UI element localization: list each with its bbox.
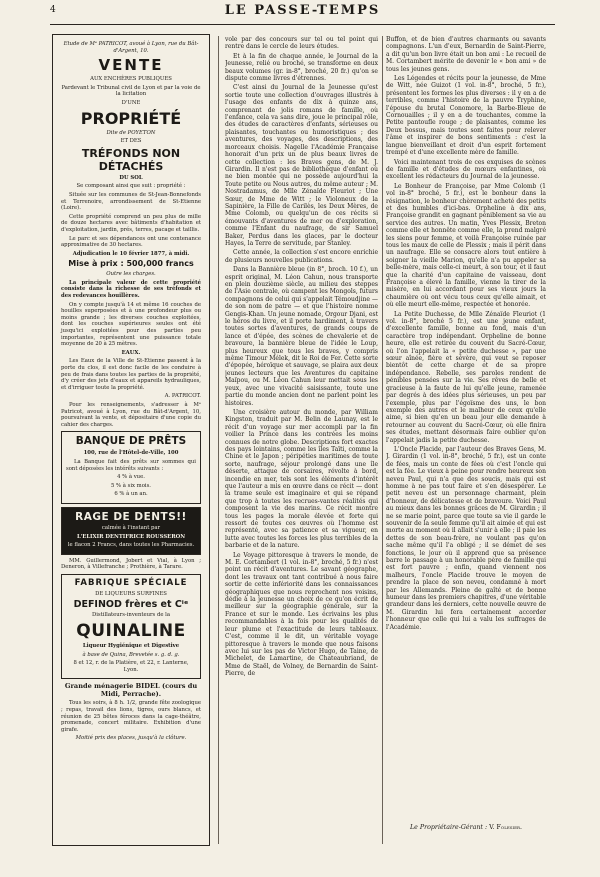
signature-name: V. Folesier. (489, 824, 523, 831)
situee-text: Située sur les communes de St-Jean-Bonnefonds et Terrenoire, arrondissement de St-Etienne (Loire). (61, 191, 201, 212)
dite-line: Dite de POYETON (106, 129, 156, 136)
eaux-text: Les Eaux de la Ville de St-Etienne passent à la porte du clos, il est donc facile de les conduire à peu de frais dans toutes les parties de la propriété, d'y créer des jets d'eaux et appareils hydrauliques, et d'irriguer toute la propriété. (61, 358, 201, 391)
rate-line: 5 % à six mois. (110, 482, 151, 489)
article-paragraph: Voici maintenant trois de ces exquises de scènes de famille et d'études de mœurs enfantines, où excellent les rédacteurs du Journal de la jeunesse. (386, 158, 546, 181)
adjudication-line: Adjudication le 10 février 1877, à midi. (72, 250, 190, 257)
rage-heading: RAGE DE DENTS!! (75, 510, 187, 523)
propriete-heading: PROPRIÉTÉ (80, 108, 182, 128)
article-paragraph: vole par des concours sur tel ou tel point qui rentre dans le cercle de leurs études. (225, 36, 378, 51)
fabrique-heading: FABRIQUE SPÉCIALE (74, 577, 188, 588)
article-paragraph: Et à la fin de chaque année, le Journal de la Jeunesse, relié ou broché, se transforme en deux beaux volumes (gr. in-8°, broché, 20 fr.) qu'on se dispute comme livres d'étrennes. (225, 52, 378, 83)
rage-depot: MM. Guillermond, Jobert et Vial, à Lyon ; Deneron, à Villefranche ; Prothière, à Tarare. (61, 557, 201, 571)
parc-text: Le parc et ses dépendances ont une contenance approximative de 30 hectares. (61, 235, 201, 249)
banque-heading: BANQUE DE PRÊTS (75, 435, 187, 448)
tribunal-line: Pardevant le Tribunal civil de Lyon et par la voie de la licitation (61, 84, 201, 98)
quinaline-heading: QUINALINE (76, 621, 186, 642)
et-des-line: ET DES (120, 138, 142, 145)
article-column-3 (386, 36, 546, 816)
rage-elixir: L'ELIXIR DENTIFRICE ROUSSERON (76, 533, 186, 540)
article-column-2 (225, 36, 378, 846)
rage-calmee: calmée à l'instant par (101, 524, 161, 531)
patricot-signature: A. PATRICOT. (164, 393, 201, 400)
article-paragraph: Une croisière autour du monde, par William Kingston, traduit par M. Belin de Launay, est le récit d'un voyage sur mer accompli par la fin voilier la Prince dans les contrées les moins connues de notre globe. Descriptions fort exactes des pays lointains, comme les îles Taïti, comme la Chine et le Japon ; péripéties maritimes de toute sorte, naufrage, séjour prolongé dans une île déserte, attaque de corsaires, révolte à bord, incendie en mer, tels sont les éléments d'intérêt que l'auteur a mis en œuvre dans ce récit — dont la trame seule est imaginaire et qui se répand que trop à toutes les recrues-vantes réalités qui composent la vie des marins. Ce récit montre tous les pages la morale élevée et forte qui ressort de toutes ces œuvres où l'homme est représenté, avec sa patience et sa vigueur, en lutte avec toutes les forces les plus terribles de la barbarie et de la nature. (225, 408, 378, 550)
mise-a-prix: Mise à prix : 500,000 francs (68, 259, 194, 269)
menagerie-heading: Grande ménagerie BIDEL (cours du Midi, Perrache). (64, 682, 198, 699)
outre-line: Outre les charges. (106, 271, 156, 278)
rage-text: le flacon 2 Francs, dans toutes les Pharmacies. (67, 542, 195, 549)
article-paragraph: C'est ainsi du Journal de la Jeunesse qu'est sortie toute une collection d'ouvrages illustrés à l'usage des enfants de dix à quinze ans, comprenant de jolis romans de famille, où l'enfance, cela va sans dire, joue le principal rôle, des études de caractères d'enfants, sérieuses ou plaisantes, touchantes ou humoristiques ; des aventures, des voyages, des descriptions, des morceaux choisis. Nagelle l'Académie Française honorait d'un prix un de plus beaux livres de cette collection : les Braves gens, de M. J. Girardin. Il n'est pas de bibliothèque d'enfant où ne bien montée qui ne possède aujourd'hui la Toute petite ou Nous autres, du même auteur ; M. Nostradamus, de Mlle Zénaïde Fleuriot ; Une Sœur, de Mme de Witt ; le Violoneux de la Sapinière, la Fille de Carilès, les Deux Mères, de Mme Colomb, ou quelqu'un de ces récits si émouvants d'aventures de mer ou d'exploration, comme l'Enfant du naufrage, de sir Samuel Baker, Perdus dans les glaces, par le docteur Hayes, la Terre de servitude, par Stanley. (225, 84, 378, 247)
study-header: Etude de Mᵉ PATRICOT, avoué à Lyon, rue du Bât-d'Argent, 10. (63, 41, 199, 54)
rate-line: 4 % à vue. (117, 474, 145, 481)
article-paragraph: Buffon, et de bien d'autres charmants ou savants compagnons. L'un d'eux, Bernardin de Saint-Pierre, a dit qu'un bon livre était un bon ami : Le recueil de M. Cortambert mérite de devenir le « bon ami » de tous les jeunes gens. (386, 36, 546, 73)
page-number: 4 (50, 5, 56, 15)
advertisement-column (52, 34, 210, 846)
du-sol-line: DU SOL (119, 174, 143, 181)
gerant-signature (386, 824, 546, 831)
article-paragraph: Le Bonheur de Françoise, par Mme Colomb (1 vol in-8° broché, 5 fr.), est le bonheur dans la résignation, le bonheur chèrement acheté des petits et des humbles d'ici-bas. Orpheline à dix ans, Françoise grandit en gagnant péniblement sa vie au service des autres. Un matin, Yves Plessix, Breton comme elle et honnête comme elle, la prend malgré les siens pour femme, et voilà Françoise ruinée par tous les maux de celle de Plessix ; mais il périt dans un naufrage. Elle se consacre alors tout entière à soigner la vieille Marion, qu'elle n'a pu appeler sa belle-mère, mais celle-ci meurt, à son tour, et il faut que la charité d'un capitaine de vaisseau, dont Françoise a élevé la famille, vienne la tirer de la misère, en lui accordant pour ses vieux jours la chaumière où ont vécu tous ceux qu'elle aimait, et où elle meurt elle-même, respectée et honorée. (386, 182, 546, 309)
moitie-line: Moitié prix des places, jusqu'à la clôture. (75, 735, 187, 742)
menagerie-text: Tous les soirs, à 8 h. 1/2, grande fête zoologique ; repas, travail des lions, tigres, ours blancs, et réunion de 25 bêtes féroces dans la cage-théâtre, promenade, concert militaire. Exhibition d'une girafe. (61, 700, 201, 733)
definod-address: 8 et 12, r. de la Platière, et 22, r. Lanterne, Lyon. (73, 660, 189, 673)
renseignements-text: Pour les renseignements, s'adresser à Mᵉ Patricot, avoué à Lyon, rue du Bât-d'Argent, 10, poursuivant la vente, et dépositaire d'une copie du cahier des charges. (61, 401, 201, 428)
principale-text: La principale valeur de cette propriété consiste dans la richesse de ses tréfonds et des redevances houillères. (61, 279, 201, 300)
brevetee-line: à base de Quina, Brevetée s. g. d. g. (82, 651, 180, 658)
masthead (50, 0, 555, 25)
banque-text: La Banque fait des prêts sur sommes qui sont déposées les intérêts suivants : (66, 458, 196, 472)
d-une-line: D'UNE (121, 99, 141, 106)
rage-ad (61, 507, 201, 555)
property-description: Cette propriété comprend un peu plus de mille de douze hectares avec bâtiments d'habitation et d'exploitation, jardin, prés, terres, pacage et taillis. (61, 213, 201, 233)
distillateurs-line: Distillateurs-inventeurs de la (91, 612, 171, 619)
liqueurs-line: DE LIQUEURS SURFINES (95, 590, 167, 597)
composant-line: Se composant ainsi que suit : propriété : (76, 183, 186, 190)
definod-heading: DEFINOD frères et Cⁱᵉ (73, 599, 189, 611)
fabrique-ad (61, 574, 201, 680)
banque-ad (61, 431, 201, 504)
liqueur-hygienique: Liqueur Hygiénique et Digestive (82, 643, 180, 650)
article-paragraph: Cette année, la collection s'est encore enrichie de plusieurs nouvelles publications. (225, 249, 378, 264)
newspaper-title: LE PASSE-TEMPS (224, 3, 381, 18)
column-rule (218, 36, 219, 844)
eaux-heading: EAUX. (121, 349, 141, 356)
article-paragraph: Le Voyage pittoresque à travers le monde, de M. E. Cortambert (1 vol. in-8°, broché, 5 fr.) n'est point un récit d'aventures. Le savant géographe, dont les travaux ont tant contribué à nous faire sortir de cette infériorité dans les connaissances géographiques que nous reprochent nos voisins, dédie à la jeunesse un choix de ce qu'on écrit de meilleur sur la géographie générale, sur la France et sur le monde. Les écrivains les plus recommandables à la fois pour les qualités de leur plume et l'exactitude de leurs tableaux. C'est, comme il le dit, un véritable voyage pittoresque à travers le monde que nous faisons avec lui sur les pas de Victor Hugo, de Taine, de Michelet, de Lamartine, de Chateaubriand, de Mme de Staël, de Volney, de Bernardin de Saint-Pierre, de (225, 551, 378, 678)
article-paragraph: Dans la Bannière bleue (in 8°, broch. 10 f.), un esprit original, M. Léon Cahun, nous transporte en plein douzième siècle, au milieu des steppes de l'Asie centrale, où campent les Mongols, futurs compagnons de celui qui s'appelait Témoudjine — de son nom de patre — et que l'histoire nomme Gengis-Khan. Un jeune nomade, Orgour Djani, est le héros du livre, et il porte hardiment, à travers toutes sortes d'aventures, de grands coups de lance et d'épée, des scènes de chevalerie et de bravoure, la bannière bleue de l'idée le Loup, plus heureux que tous les braves, y compris même Timour Mélek, dit le Roi de Fer. Cette sorte d'épopée, héroïque et sauvage, se plaira aux deux jeunes lecteurs que les Aventures du capitaine Maïpou, ou M. Léon Cahun leur mettait sous les yeux, avec une vivacité saisissante, toute une partie du monde ancien dont ne parlent point les histoires. (225, 266, 378, 407)
article-paragraph: La Petite Duchesse, de Mlle Zénaïde Fleuriot (1 vol. in-8°, broché 5 fr.), est une jeune enfant, d'excellente famille, bonne au fond, mais d'un caractère trop indépendant. Orpheline de bonne heure, elle est retirée du couvent du Sacré-Cœur, où l'on l'appelait la « petite duchesse », par une sœur aînée, fière et sévère, qui veut se reposer bientôt de cette charge et de sa propre indépendance. Rebelle, ses paroles rendent de pénibles pensées sur la vie. Ses rêves de belle et gracieuse à la faute de lui qu'elle jeune, ramenée par degrés à des idées plus sérieuses, un peu par l'exemple, plus par l'égoïsme des uns, le bon exemple des autres et le malheur de ceux qu'elle aime, si bien qu'en un beau jour elle demande à retourner au couvent du Sacré-Cœur, où elle finira ses études, mettant désormais faire oublier qu'on l'appelait jadis la petite duchesse. (386, 310, 546, 444)
article-paragraph: Les Légendes et récits pour la jeunesse, de Mme de Witt, née Guizot (1 vol. in-8°, broché, 5 fr.), présentent les formes les plus diverses : il y en a de terribles, comme l'histoire de la pauvre Tryphine, l'épouse du brutal Conomore, la Barbe-Bleue de Cornouailles ; il y en a de touchantes, comme la Petite pantoufle rouge ; de plaisantes, comme les Deux bossus, mais toutes sont faites pour relever l'âme et inspirer de bons sentiments : c'est la langue bienveillant et droit d'un esprit fortement trempé et d'une excellente mère de famille. (386, 75, 546, 157)
rate-line: 6 % à un an. (114, 491, 148, 498)
signature-label: Le Propriétaire-Gérant : (409, 824, 488, 831)
encheres-line: AUX ENCHÈRES PUBLIQUES (90, 76, 172, 83)
banque-address: 100, rue de l'Hôtel-de-Ville, 100 (83, 450, 179, 457)
column-rule (382, 36, 383, 844)
vente-heading: VENTE (98, 56, 164, 75)
trefonds-heading: TRÉFONDS NON DÉTACHÉS (81, 146, 181, 173)
couches-text: On y compte jusqu'à 14 et même 16 couches de houilles superposées et à une profondeur plus ou moins grande ; les diverses couches exploitées, dont les couches supérieures seules ont été jusqu'ici exploitées pour des parties peu importantes, représentent une puissance totale moyenne de 20 à 25 mètres. (61, 301, 201, 348)
article-paragraph: L'Oncle Placide, par l'auteur des Braves Gens, M. J. Girardin (1 vol. in-8°, broché, 5 fr.), est un conte de fées, mais un conte de fées où c'est l'oncle qui est la fée. Le vieux à peine pour rendre heureux son neveu Paul, qui n'a que des soucis, mais qui est homme à ne pas tout faire et s'en désespérer. Le petit neveu est un personnage charmant, plein d'honneur, de délicatesse et de bravoure. Voici Paul au mieux dans les bonnes grâces de M. Girardin ; il ne se marie point, parce que toute sa vie il garde le souvenir de la seule femme qu'il ait aimée et qui est morte au moment où il allait s'unir à elle ; il paie les dettes de son beau-frère, ne voulant pas qu'on sache même qu'il l'a obligé ; il se démet de ses fonctions, le jour où il apprend que sa présence barre le passage à un honorable père de famille qui est fort pauvre ; enfin, quand viennent nos malheurs, l'oncle Placide trouve le moyen de prendre la place de son neveu, condamné à mort par les Allemands. Pleine de gaîté et de bonne humeur dans les premiers chapitres, d'une véritable grandeur dans les derniers, cette nouvelle œuvre de M. Girardin lui fera certainement accorder l'honneur que celle qui lui a valu les suffrages de l'Académie. (386, 445, 546, 631)
